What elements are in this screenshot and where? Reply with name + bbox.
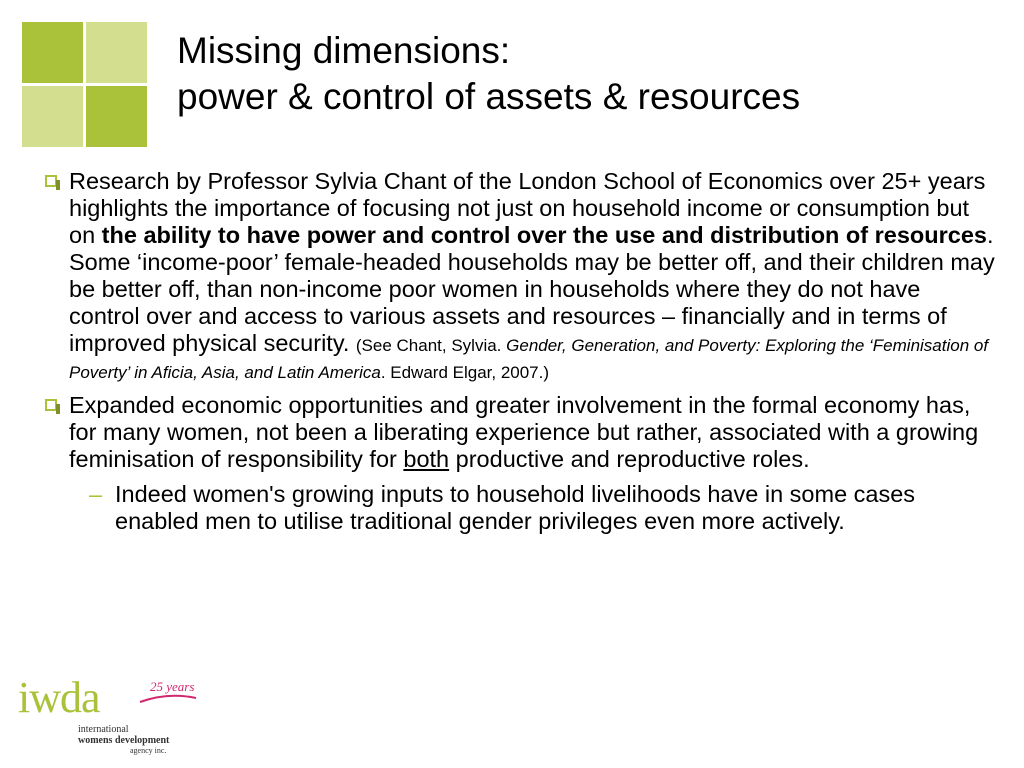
bullet-bold-text: the ability to have power and control over the use and distribution of resources <box>101 222 987 248</box>
title-line-1: Missing dimensions: <box>177 30 511 71</box>
logo-line-1: international <box>78 724 129 735</box>
logo-line-3: agency inc. <box>130 746 167 755</box>
citation-publisher: . Edward Elgar, 2007.) <box>380 363 550 382</box>
logo-swoosh-icon <box>138 692 198 706</box>
bullet-text-cont: . Some ‘income-poor’ female-headed households may be better off, and their children may be better off, than non-income poor women in households where they do not have control over and access to various assets and resources – financially and in terms of improved physical security. <box>69 222 995 356</box>
square-bottom-left <box>22 86 83 147</box>
square-top-right <box>86 22 147 83</box>
square-top-left <box>22 22 83 83</box>
citation-title: Gender, Generation, and Poverty: Exploring the ‘Feminisation of Poverty’ in Aficia, Asia, and Latin America <box>69 336 989 382</box>
bullet-text-cont: productive and reproductive roles. <box>449 446 810 472</box>
bullet-research <box>45 168 995 384</box>
logo-line-2: womens development <box>78 735 170 746</box>
square-bottom-right <box>86 86 147 147</box>
logo-wordmark: iwda <box>18 673 100 722</box>
sub-bullet-livelihoods <box>45 481 995 535</box>
sub-bullet-text: Indeed women's growing inputs to household livelihoods have in some cases enabled men to utilise traditional gender privileges even more actively. <box>115 481 916 534</box>
dash-bullet-icon: – <box>89 481 103 507</box>
logo-years: 25 years <box>150 679 195 694</box>
slide-body <box>45 168 995 535</box>
title-line-2: power & control of assets & resources <box>177 76 801 117</box>
bullet-underlined-text: both <box>403 446 450 472</box>
slide-title <box>177 28 800 120</box>
iwda-logo <box>18 673 198 756</box>
square-bullet-icon <box>45 399 57 411</box>
decorative-squares <box>22 22 148 148</box>
bullet-text: Research by Professor Sylvia Chant of the London School of Economics over 25+ years highlights the importance of focusing not just on household income or consumption but on <box>69 168 986 248</box>
citation-text: (See Chant, Sylvia. <box>355 336 507 355</box>
bullet-text: Expanded economic opportunities and greater involvement in the formal economy has, for many women, not been a liberating experience but rather, associated with a growing feminisation of responsibility for <box>69 392 979 472</box>
square-bullet-icon <box>45 175 57 187</box>
bullet-economic-opportunities <box>45 392 995 473</box>
